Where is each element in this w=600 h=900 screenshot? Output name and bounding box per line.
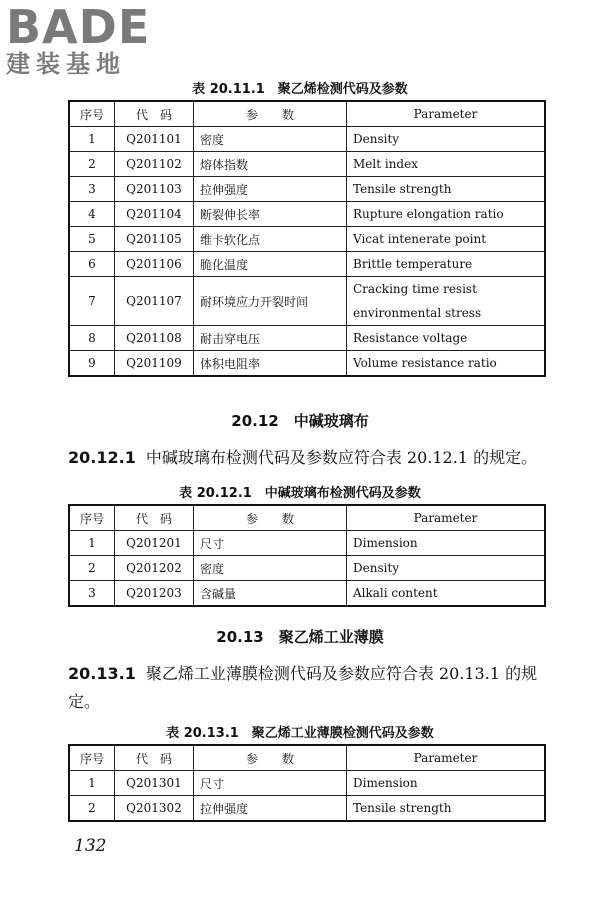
table-20-11-1 [68, 100, 546, 377]
table-row [69, 326, 545, 351]
table-20-12-1-caption: 表 20.12.1 中碱玻璃布检测代码及参数 [179, 486, 421, 501]
row-code: Q201104 [115, 202, 194, 227]
row-parameter: Density [347, 127, 546, 152]
table-header-row [69, 505, 545, 531]
row-parameter: Alkali content [347, 581, 546, 607]
row-code: Q201201 [115, 531, 194, 556]
row-param: 密度 [194, 556, 347, 581]
brand-logo [6, 0, 176, 78]
header-parameter: Parameter [347, 505, 546, 531]
row-param: 耐击穿电压 [194, 326, 347, 351]
row-param: 密度 [194, 127, 347, 152]
row-param: 断裂伸长率 [194, 202, 347, 227]
table-row [69, 152, 545, 177]
row-number: 2 [69, 152, 115, 177]
row-parameter: Vicat intenerate point [347, 227, 546, 252]
row-code: Q201105 [115, 227, 194, 252]
row-code: Q201301 [115, 771, 194, 796]
row-parameter: Melt index [347, 152, 546, 177]
logo-brand-text: BADE [6, 0, 151, 54]
header-code: 代 码 [115, 505, 194, 531]
row-number: 3 [69, 581, 115, 607]
header-code: 代 码 [115, 101, 194, 127]
header-no: 序号 [69, 505, 115, 531]
row-code: Q201108 [115, 326, 194, 351]
header-parameter: Parameter [347, 745, 546, 771]
section-20-13-heading: 20.13 聚乙烯工业薄膜 [216, 628, 384, 646]
table-row [69, 227, 545, 252]
row-param: 体积电阻率 [194, 351, 347, 377]
header-code: 代 码 [115, 745, 194, 771]
row-number: 4 [69, 202, 115, 227]
row-number: 3 [69, 177, 115, 202]
table-body [69, 127, 545, 377]
row-param: 脆化温度 [194, 252, 347, 277]
section-20-12-heading: 20.12 中碱玻璃布 [231, 412, 369, 430]
row-parameter: Rupture elongation ratio [347, 202, 546, 227]
clause-number: 20.13.1 [68, 664, 136, 683]
table-body [69, 531, 545, 607]
table-row [69, 796, 545, 822]
table-20-13-1-caption: 表 20.13.1 聚乙烯工业薄膜检测代码及参数 [166, 726, 434, 741]
table-20-12-1 [68, 504, 546, 607]
table-20-13-1 [68, 744, 546, 822]
page-number: 132 [74, 836, 107, 856]
row-number: 5 [69, 227, 115, 252]
row-code: Q201202 [115, 556, 194, 581]
row-param: 含碱量 [194, 581, 347, 607]
row-param: 维卡软化点 [194, 227, 347, 252]
row-parameter: Tensile strength [347, 177, 546, 202]
table-body [69, 771, 545, 822]
table-row [69, 351, 545, 377]
row-code: Q201302 [115, 796, 194, 822]
table-row [69, 556, 545, 581]
row-parameter: Dimension [347, 531, 546, 556]
row-parameter: Cracking time resist environmental stress [347, 277, 546, 326]
row-param: 尺寸 [194, 771, 347, 796]
table-row [69, 252, 545, 277]
header-param: 参 数 [194, 745, 347, 771]
clause-20-12-1 [68, 444, 548, 472]
row-param: 拉伸强度 [194, 796, 347, 822]
row-code: Q201106 [115, 252, 194, 277]
table-row [69, 277, 545, 326]
table-row [69, 771, 545, 796]
row-parameter: Volume resistance ratio [347, 351, 546, 377]
row-parameter: Density [347, 556, 546, 581]
row-number: 7 [69, 277, 115, 326]
header-no: 序号 [69, 745, 115, 771]
row-code: Q201203 [115, 581, 194, 607]
table-header-row [69, 101, 545, 127]
row-number: 2 [69, 556, 115, 581]
header-parameter: Parameter [347, 101, 546, 127]
row-parameter: Resistance voltage [347, 326, 546, 351]
row-code: Q201109 [115, 351, 194, 377]
row-param: 耐环境应力开裂时间 [194, 277, 347, 326]
row-number: 9 [69, 351, 115, 377]
row-param: 拉伸强度 [194, 177, 347, 202]
table-20-11-1-caption: 表 20.11.1 聚乙烯检测代码及参数 [192, 82, 408, 97]
row-code: Q201107 [115, 277, 194, 326]
row-parameter: Dimension [347, 771, 546, 796]
logo-subtitle: 建装基地 [6, 50, 126, 78]
row-number: 1 [69, 127, 115, 152]
row-number: 6 [69, 252, 115, 277]
clause-20-13-1 [68, 660, 548, 716]
clause-text: 聚乙烯工业薄膜检测代码及参数应符合表 20.13.1 的规定。 [68, 664, 538, 711]
header-param: 参 数 [194, 505, 347, 531]
row-parameter: Tensile strength [347, 796, 546, 822]
clause-text: 中碱玻璃布检测代码及参数应符合表 20.12.1 的规定。 [145, 448, 538, 467]
row-parameter: Brittle temperature [347, 252, 546, 277]
table-header-row [69, 745, 545, 771]
row-number: 2 [69, 796, 115, 822]
row-number: 1 [69, 771, 115, 796]
table-row [69, 531, 545, 556]
row-code: Q201102 [115, 152, 194, 177]
table-row [69, 202, 545, 227]
row-param: 尺寸 [194, 531, 347, 556]
row-number: 1 [69, 531, 115, 556]
header-no: 序号 [69, 101, 115, 127]
row-param: 熔体指数 [194, 152, 347, 177]
clause-number: 20.12.1 [68, 448, 136, 467]
row-code: Q201101 [115, 127, 194, 152]
table-row [69, 177, 545, 202]
row-code: Q201103 [115, 177, 194, 202]
header-param: 参 数 [194, 101, 347, 127]
table-row [69, 581, 545, 607]
table-row [69, 127, 545, 152]
row-number: 8 [69, 326, 115, 351]
